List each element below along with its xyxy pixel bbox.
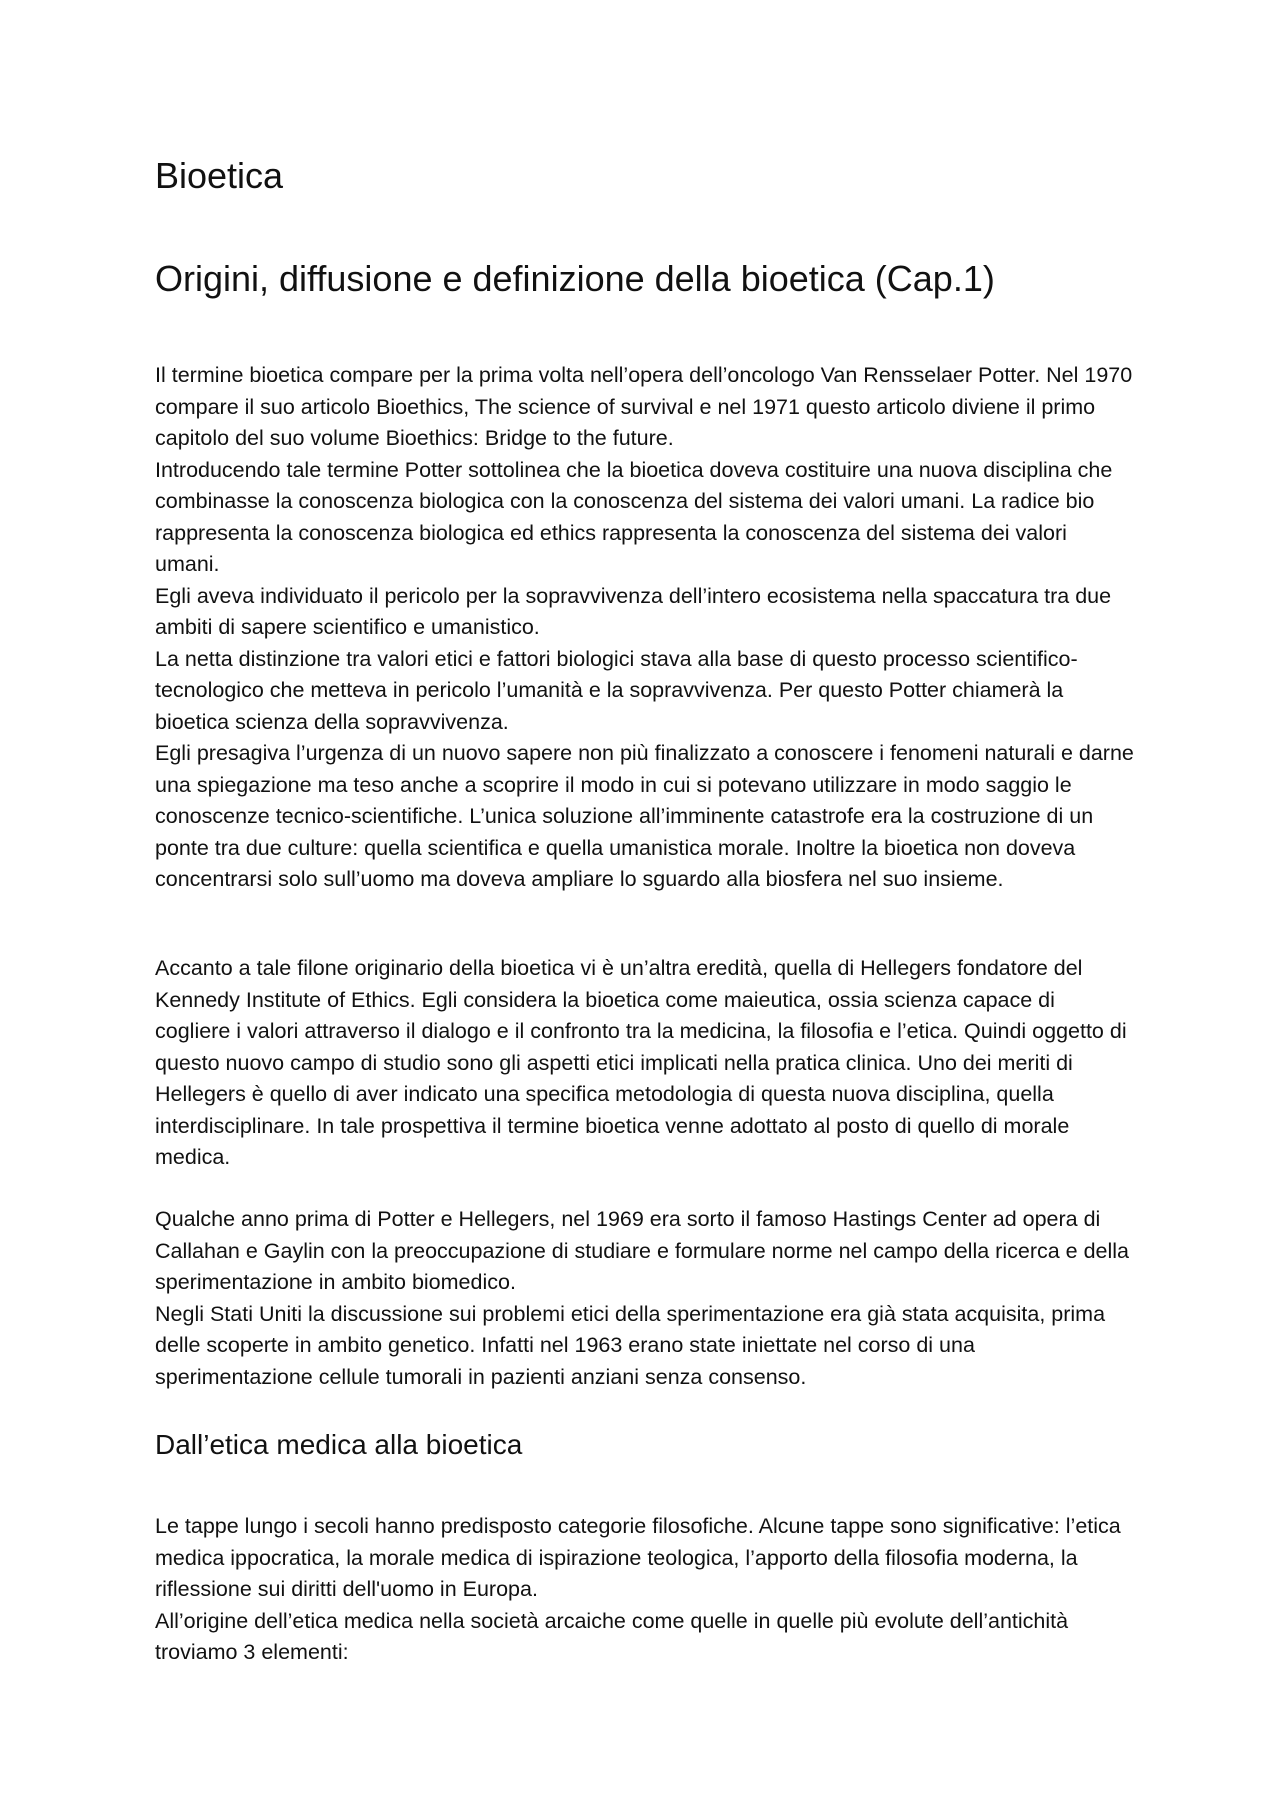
paragraph-block-medical-ethics [155,1511,1135,1669]
chapter-title: Origini, diffusione e definizione della bioetica (Cap.1) [155,258,995,299]
paragraph: Negli Stati Uniti la discussione sui problemi etici della sperimentazione era già stata acquisita, prima delle scoperte in ambito genetico. Infatti nel 1963 erano state iniettate nel corso di una sperimentazione cellule tumorali in pazienti anziani senza consenso. [155,1301,1106,1389]
paragraph: All’origine dell’etica medica nella società arcaiche come quelle in quelle più evolute dell’antichità troviamo 3 elementi: [155,1608,1069,1664]
paragraph-block-origins [155,360,1135,896]
section-title: Dall’etica medica alla bioetica [155,1429,523,1460]
paragraph: Qualche anno prima di Potter e Hellegers, nel 1969 era sorto il famoso Hastings Center ad opera di Callahan e Gaylin con la preoccupazione di studiare e formulare norme nel campo della ricerca e della sperimentazione in ambito biomedico. [155,1207,1130,1294]
paragraph: Il termine bioetica compare per la prima volta nell’opera dell’oncologo Van Rensselaer Potter. Nel 1970 compare il suo articolo Bioethics, The science of survival e nel 1971 questo articolo diviene il primo capitolo del suo volume Bioethics: Bridge to the future. [155,363,1133,450]
paragraph: Le tappe lungo i secoli hanno predisposto categorie filosofiche. Alcune tappe sono significative: l’etica medica ippocratica, la morale medica di ispirazione teologica, l’apporto della filosofia moderna, la riflessione sui diritti dell'uomo in Europa. [155,1514,1121,1601]
paragraph: Introducendo tale termine Potter sottolinea che la bioetica doveva costituire una nuova disciplina che combinasse la conoscenza biologica con la conoscenza del sistema dei valori umani. La radice bio rappresenta la conoscenza biologica ed ethics rappresenta la conoscenza del sistema dei valori umani. [155,457,1113,576]
paragraph: Egli aveva individuato il pericolo per la sopravvivenza dell’intero ecosistema nella spaccatura tra due ambiti di sapere scientifico e umanistico. [155,583,1112,639]
paragraph-block-hellegers [155,953,1135,1174]
paragraph: Accanto a tale filone originario della bioetica vi è un’altra eredità, quella di Hellegers fondatore del Kennedy Institute of Ethics. Egli considera la bioetica come maieutica, ossia scienza capace di cogliere i valori attraverso il dialogo e il confronto tra la medicina, la filosofia e l’etica. Quindi oggetto di questo nuovo campo di studio sono gli aspetti etici implicati nella pratica clinica. Uno dei meriti di Hellegers è quello di aver indicato una specifica metodologia di questa nuova disciplina, quella interdisciplinare. In tale prospettiva il termine bioetica venne adottato al posto di quello di morale medica. [155,956,1127,1169]
paragraph-block-hastings [155,1204,1135,1393]
paragraph: La netta distinzione tra valori etici e fattori biologici stava alla base di questo processo scientifico-tecnologico che metteva in pericolo l’umanità e la sopravvivenza. Per questo Potter chiamerà la bioetica scienza della sopravvivenza. [155,646,1078,734]
document-title: Bioetica [155,155,284,196]
paragraph: Egli presagiva l’urgenza di un nuovo sapere non più finalizzato a conoscere i fenomeni naturali e darne una spiegazione ma teso anche a scoprire il modo in cui si potevano utilizzare in modo saggio le conoscenze tecnico-scientifiche. L’unica soluzione all’imminente catastrofe era la costruzione di un ponte tra due culture: quella scientifica e quella umanistica morale. Inoltre la bioetica non doveva concentrarsi solo sull’uomo ma doveva ampliare lo sguardo alla biosfera nel suo insieme. [155,741,1134,891]
